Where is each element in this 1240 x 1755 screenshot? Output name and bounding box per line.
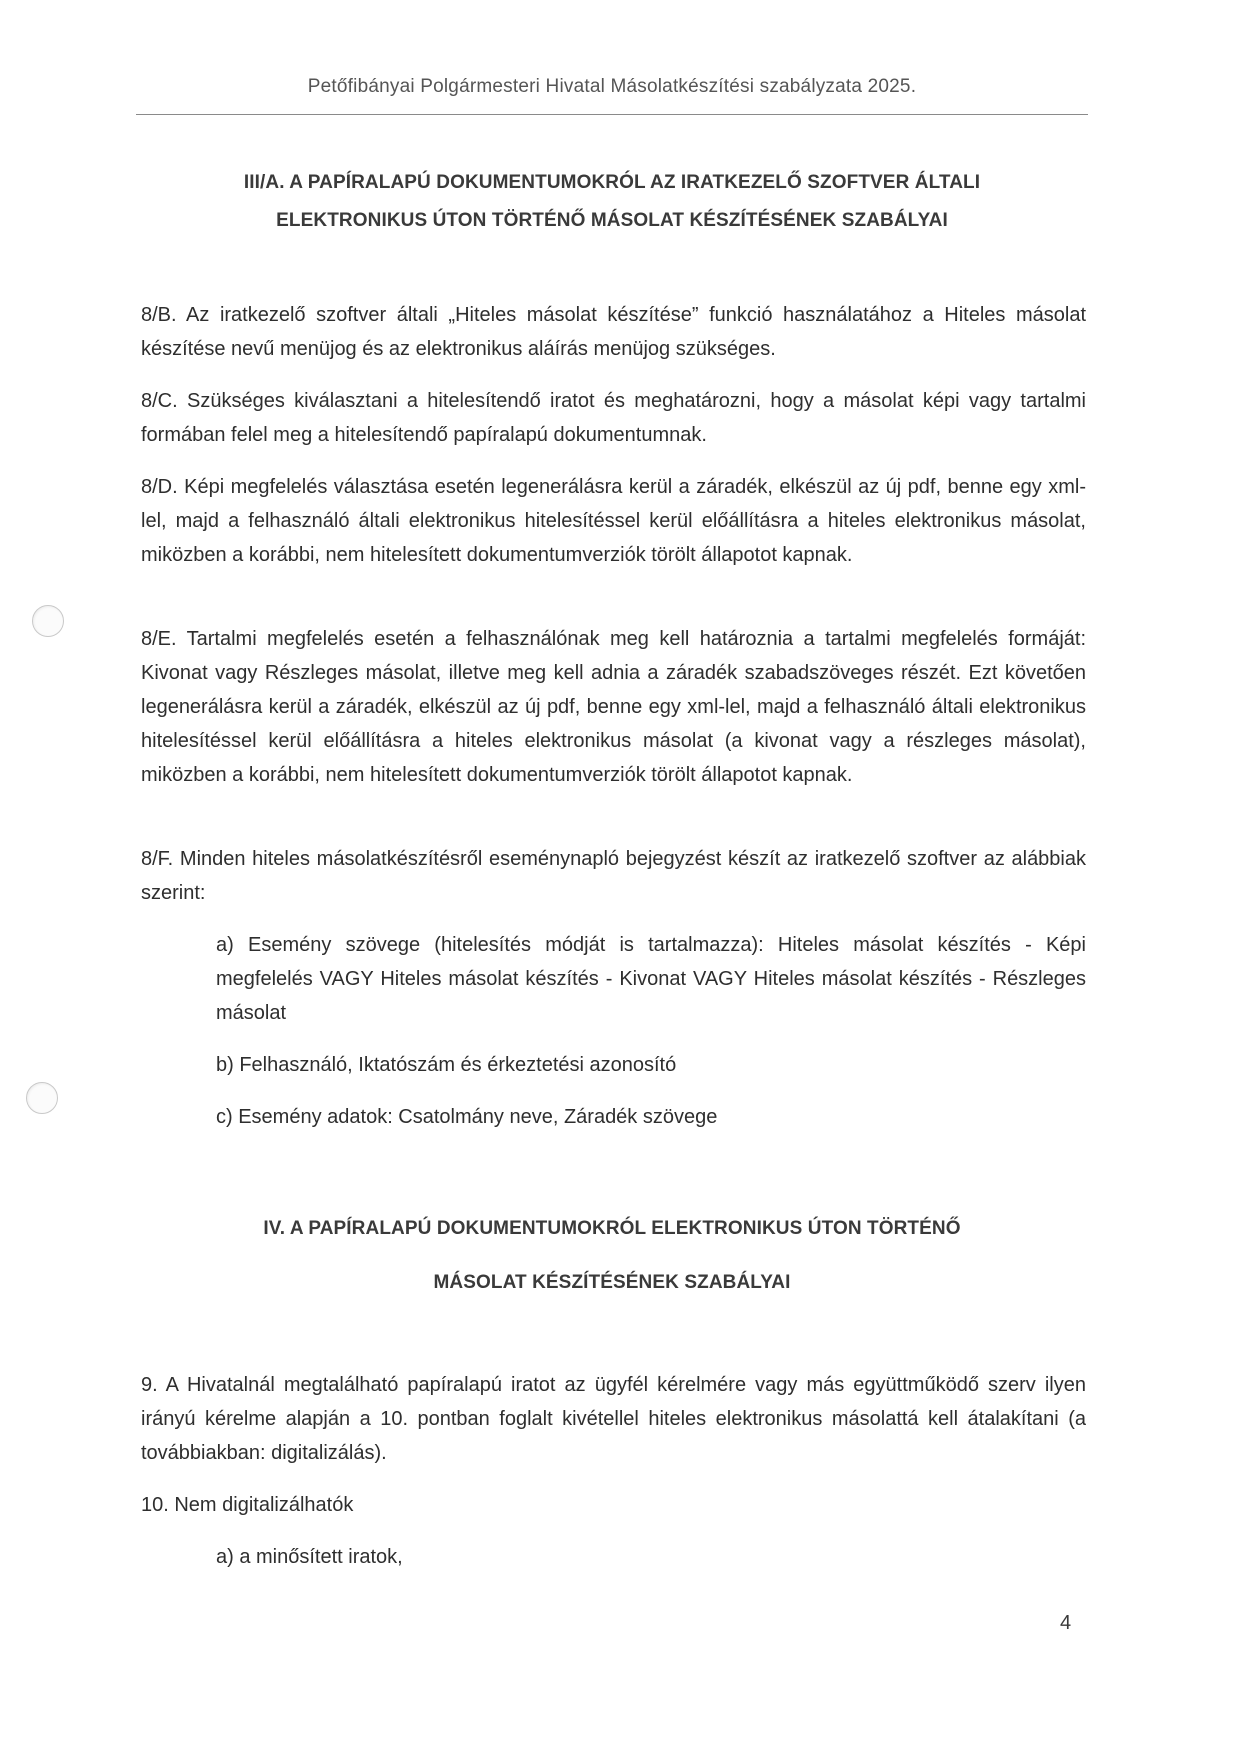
list-item-8f-b: b) Felhasználó, Iktatószám és érkeztetési azonosító (216, 1054, 677, 1076)
section-heading-4 (136, 1212, 1088, 1300)
paragraph-8c: 8/C. Szükséges kiválasztani a hitelesítendő iratot és meghatározni, hogy a másolat képi vagy tartalmi formában felel meg a hitelesítendő papíralapú dokumentumnak. (141, 390, 1086, 446)
paragraph-8b: 8/B. Az iratkezelő szoftver általi „Hiteles másolat készítése” funkció használatához a Hiteles másolat készítése nevű menüjog és az elektronikus aláírás menüjog szükséges. (141, 304, 1086, 360)
punch-hole-upper (32, 605, 64, 637)
page-number: 4 (1060, 1612, 1072, 1634)
list-item-8f-a: a) Esemény szövege (hitelesítés módját is tartalmazza): Hiteles másolat készítés - Képi megfelelés VAGY Hiteles másolat készítés - Kivonat VAGY Hiteles másolat készítés - Részleges másolat (216, 934, 1086, 1024)
paragraph-8f: 8/F. Minden hiteles másolatkészítésről eseménynapló bejegyzést készít az iratkezelő szoftver az alábbiak szerint: (141, 848, 1086, 904)
paragraph-8d: 8/D. Képi megfelelés választása esetén legenerálásra kerül a záradék, elkészül az új pdf, benne egy xml-lel, majd a felhasználó általi elektronikus hitelesítéssel kerül előállításra a hiteles elektronikus másolat, miközben a korábbi, nem hitelesített dokumentumverziók törölt állapotot kapnak. (141, 476, 1086, 566)
list-item-8f-c: c) Esemény adatok: Csatolmány neve, Záradék szövege (216, 1106, 718, 1128)
section-heading-3a-line2: ELEKTRONIKUS ÚTON TÖRTÉNŐ MÁSOLAT KÉSZÍTÉSÉNEK SZABÁLYAI (276, 210, 948, 231)
header-divider (136, 114, 1088, 115)
paragraph-9: 9. A Hivatalnál megtalálható papíralapú iratot az ügyfél kérelmére vagy más együttműködő szerv ilyen irányú kérelme alapján a 10. pontban foglalt kivétellel hiteles elektronikus másolattá kell átalakítani (a továbbiakban: digitalizálás). (141, 1374, 1086, 1464)
section-heading-3a (136, 164, 1088, 240)
paragraph-10: 10. Nem digitalizálhatók (141, 1494, 354, 1516)
section-heading-4-line2: MÁSOLAT KÉSZÍTÉSÉNEK SZABÁLYAI (433, 1272, 791, 1293)
punch-hole-lower (26, 1082, 58, 1114)
section-heading-4-line1: IV. A PAPÍRALAPÚ DOKUMENTUMOKRÓL ELEKTRONIKUS ÚTON TÖRTÉNŐ (263, 1218, 961, 1239)
section-heading-3a-line1: III/A. A PAPÍRALAPÚ DOKUMENTUMOKRÓL AZ IRATKEZELŐ SZOFTVER ÁLTALI (243, 172, 981, 193)
running-header: Petőfibányai Polgármesteri Hivatal Másolatkészítési szabályzata 2025. (307, 76, 917, 97)
list-item-10-a: a) a minősített iratok, (216, 1546, 403, 1568)
paragraph-8e: 8/E. Tartalmi megfelelés esetén a felhasználónak meg kell határoznia a tartalmi megfelelés formáját: Kivonat vagy Részleges másolat, illetve meg kell adnia a záradék szabadszöveges részét. Ezt követően legenerálásra kerül a záradék, elkészül az új pdf, benne egy xml-lel, majd a felhasználó általi elektronikus hitelesítéssel kerül előállításra a hiteles elektronikus másolat (a kivonat vagy a részleges másolat), miközben a korábbi, nem hitelesített dokumentumverziók törölt állapotot kapnak. (141, 628, 1086, 786)
